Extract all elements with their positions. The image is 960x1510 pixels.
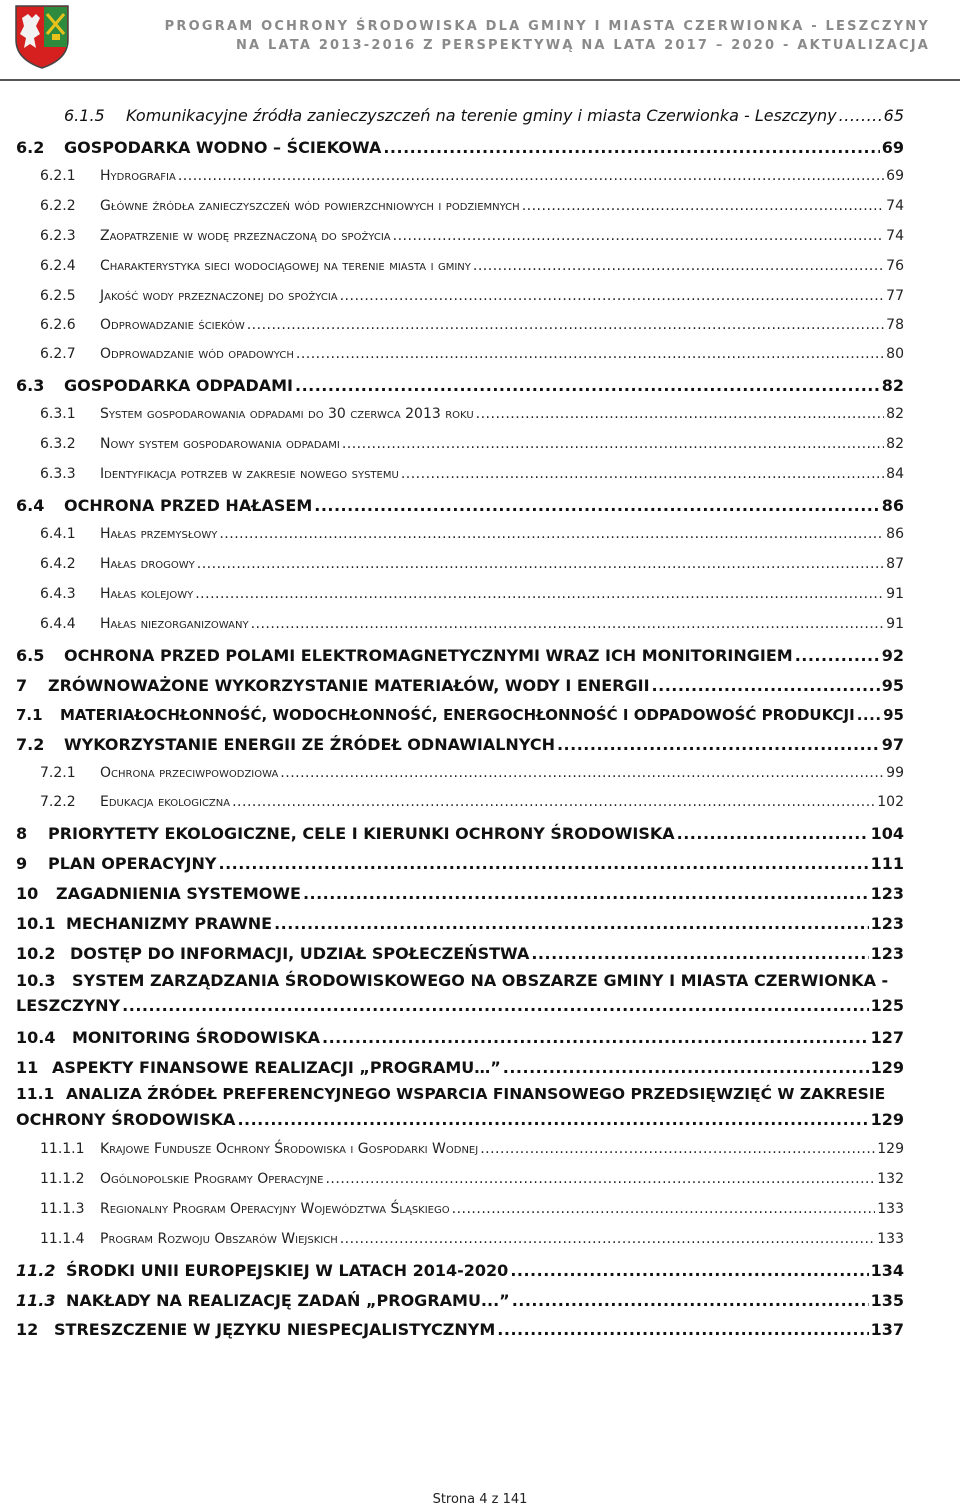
toc-entry-number: 11.3 (16, 1291, 56, 1310)
toc-entry[interactable] (40, 466, 904, 482)
toc-entry-number: 11.1.2 (40, 1171, 85, 1187)
toc-entry-title-cont: OCHRONY ŚRODOWISKA (16, 1110, 236, 1129)
toc-entry[interactable] (40, 317, 904, 333)
toc-entry-title: Krajowe Fundusze Ochrony Środowiska i Gospodarki Wodnej (100, 1141, 479, 1157)
toc-entry-title: Hałas drogowy (100, 556, 195, 572)
toc-leader-dots (274, 914, 869, 933)
toc-leader-dots (531, 944, 868, 963)
toc-leader-dots (178, 168, 884, 184)
toc-page-number: 92 (881, 646, 904, 665)
toc-entry-title: Jakość wody przeznaczonej do spożycia (100, 288, 338, 304)
toc-entry-title: DOSTĘP DO INFORMACJI, UDZIAŁ SPOŁECZEŃSTWA (70, 944, 530, 963)
toc-entry-number: 6.2.7 (40, 346, 76, 362)
toc-entry-title: ŚRODKI UNII EUROPEJSKIEJ W LATACH 2014-2020 (66, 1261, 509, 1280)
toc-page-number: 69 (881, 138, 904, 157)
header-line-2: NA LATA 2013-2016 Z PERSPEKTYWĄ NA LATA 2017 – 2020 - AKTUALIZACJA (235, 38, 930, 53)
toc-leader-dots (195, 586, 884, 602)
page-footer (0, 1492, 960, 1507)
toc-entry-number: 6.4.4 (40, 616, 76, 632)
toc-page-number: 74 (886, 198, 904, 214)
toc-entry[interactable] (16, 1058, 904, 1077)
toc-leader-dots (247, 317, 884, 333)
toc-entry[interactable] (16, 1320, 904, 1339)
toc-page-number: 65 (883, 106, 904, 125)
toc-entry-number: 6.2.3 (40, 228, 76, 244)
toc-entry-title: OCHRONA PRZED HAŁASEM (64, 496, 313, 515)
toc-page-number: 129 (877, 1141, 904, 1157)
toc-entry-title: Odprowadzanie wód opadowych (100, 346, 294, 362)
page-header (0, 0, 960, 80)
toc-page-number: 95 (881, 676, 904, 695)
toc-leader-dots (295, 376, 880, 395)
toc-leader-dots (122, 996, 868, 1015)
toc-entry-number: 6.3.3 (40, 466, 76, 482)
toc-entry-continuation[interactable] (16, 996, 904, 1015)
header-divider (0, 79, 960, 81)
toc-entry[interactable] (40, 346, 904, 362)
toc-entry-continuation[interactable] (16, 1110, 904, 1129)
toc-entry-number: 7 (16, 676, 28, 695)
toc-entry-number: 6.2.5 (40, 288, 76, 304)
toc-entry-number: 10.2 (16, 944, 56, 963)
toc-leader-dots (340, 288, 885, 304)
toc-entry[interactable] (16, 824, 904, 843)
toc-entry[interactable] (16, 854, 904, 873)
toc-leader-dots (401, 466, 884, 482)
toc-entry-number: 6.2.1 (40, 168, 76, 184)
toc-page-number: 91 (886, 616, 904, 632)
toc-entry-number: 10.4 (16, 1028, 56, 1047)
toc-page-number: 76 (886, 258, 904, 274)
toc-entry-title: System gospodarowania odpadami do 30 czerwca 2013 roku (100, 406, 474, 422)
toc-leader-dots (795, 646, 880, 665)
toc-entry-title: GOSPODARKA WODNO – ŚCIEKOWA (64, 138, 382, 157)
toc-page-number: 132 (877, 1171, 904, 1187)
toc-entry[interactable] (16, 944, 904, 963)
toc-entry-number: 6.5 (16, 646, 45, 665)
toc-leader-dots (197, 556, 884, 572)
toc-entry-title: OCHRONA PRZED POLAMI ELEKTROMAGNETYCZNYMI WRAZ ICH MONITORINGIEM (64, 646, 793, 665)
page-number-label: Strona 4 z 141 (432, 1492, 528, 1507)
toc-page-number: 86 (886, 526, 904, 542)
toc-entry-number: 7.1 (16, 706, 43, 724)
toc-leader-dots (510, 1261, 868, 1280)
toc-leader-dots (251, 616, 885, 632)
toc-entry-title: Hałas niezorganizowany (100, 616, 249, 632)
toc-page-number: 82 (886, 406, 904, 422)
toc-entry[interactable] (40, 794, 904, 810)
toc-entry[interactable] (16, 1028, 904, 1047)
toc-page-number: 77 (886, 288, 904, 304)
toc-entry-number: 6.4.1 (40, 526, 76, 542)
toc-entry-number: 6.2.4 (40, 258, 76, 274)
toc-page-number: 80 (886, 346, 904, 362)
toc-page-number: 129 (870, 1110, 904, 1129)
toc-leader-dots (497, 1320, 868, 1339)
toc-entry[interactable] (16, 646, 904, 665)
toc-entry-number: 6.4.2 (40, 556, 76, 572)
toc-entry-title: PLAN OPERACYJNY (48, 854, 217, 873)
toc-leader-dots (857, 706, 881, 724)
toc-entry-number: 6.2.2 (40, 198, 76, 214)
toc-entry-title: Zaopatrzenie w wodę przeznaczoną do spożycia (100, 228, 391, 244)
toc-entry[interactable] (16, 496, 904, 515)
toc-leader-dots (218, 854, 868, 873)
toc-entry[interactable] (16, 706, 904, 724)
toc-entry-title: Charakterystyka sieci wodociągowej na terenie miasta i gminy (100, 258, 471, 274)
toc-entry[interactable] (40, 526, 904, 542)
toc-leader-dots (452, 1201, 876, 1217)
toc-entry[interactable] (40, 288, 904, 304)
toc-entry-number: 6.1.5 (64, 106, 105, 125)
toc-page-number: 86 (881, 496, 904, 515)
toc-entry-title: Hydrografia (100, 168, 176, 184)
toc-entry-title: Identyfikacja potrzeb w zakresie nowego systemu (100, 466, 399, 482)
toc-entry[interactable] (40, 616, 904, 632)
toc-page-number: 104 (870, 824, 904, 843)
toc-entry[interactable] (40, 1141, 904, 1157)
toc-entry[interactable] (64, 106, 904, 125)
toc-entry-title: Ochrona przeciwpowodziowa (100, 765, 279, 781)
toc-entry-title-cont: LESZCZYNY (16, 996, 121, 1015)
toc-leader-dots (342, 436, 884, 452)
toc-entry-number: 11 (16, 1058, 39, 1077)
toc-entry-title: Główne źródła zanieczyszczeń wód powierzchniowych i podziemnych (100, 198, 520, 214)
toc-entry-title: NAKŁADY NA REALIZACJĘ ZADAŃ „PROGRAMU...” (66, 1291, 510, 1310)
toc-entry[interactable] (40, 436, 904, 452)
toc-entry-number: 10.1 (16, 914, 56, 933)
toc-leader-dots (522, 198, 884, 214)
toc-entry-title: ZAGADNIENIA SYSTEMOWE (56, 884, 301, 903)
toc-page-number: 102 (877, 794, 904, 810)
toc-entry-number: 6.4.3 (40, 586, 76, 602)
toc-leader-dots (480, 1141, 875, 1157)
toc-leader-dots (322, 1028, 869, 1047)
toc-entry-title: MONITORING ŚRODOWISKA (72, 1028, 320, 1047)
toc-entry-title: Ogólnopolskie Programy Operacyjne (100, 1171, 324, 1187)
toc-entry[interactable] (40, 228, 904, 244)
toc-entry-title: Program Rozwoju Obszarów Wiejskich (100, 1231, 338, 1247)
toc-page-number: 111 (870, 854, 904, 873)
toc-leader-dots (393, 228, 885, 244)
toc-page-number: 82 (886, 436, 904, 452)
toc-page-number: 123 (870, 884, 904, 903)
toc-entry-number: 11.1.4 (40, 1231, 85, 1247)
toc-entry-title: Komunikacyjne źródła zanieczyszczeń na terenie gminy i miasta Czerwionka - Leszczyny (126, 106, 837, 125)
toc-entry-title: ASPEKTY FINANSOWE REALIZACJI „PROGRAMU…” (52, 1058, 501, 1077)
toc-entry-title: Edukacja ekologiczna (100, 794, 231, 810)
toc-entry-number: 6.3.1 (40, 406, 76, 422)
toc-page-number: 137 (870, 1320, 904, 1339)
toc-leader-dots (340, 1231, 876, 1247)
toc-page-number: 123 (870, 914, 904, 933)
toc-entry-title: Hałas przemysłowy (100, 526, 218, 542)
toc-page-number: 78 (886, 317, 904, 333)
toc-page-number: 82 (881, 376, 904, 395)
toc-page-number: 74 (886, 228, 904, 244)
toc-entry[interactable] (16, 1085, 904, 1103)
toc-entry-title: ZRÓWNOWAŻONE WYKORZYSTANIE MATERIAŁÓW, WODY I ENERGII (48, 676, 650, 695)
toc-entry[interactable] (40, 258, 904, 274)
toc-entry-number: 9 (16, 854, 28, 873)
toc-entry[interactable] (16, 138, 904, 157)
toc-leader-dots (237, 1110, 868, 1129)
toc-entry[interactable] (16, 914, 904, 933)
toc-entry-title: ANALIZA ŹRÓDEŁ PREFERENCYJNEGO WSPARCIA FINANSOWEGO PRZEDSIĘWZIĘĆ W ZAKRESIE (66, 1085, 886, 1103)
toc-leader-dots (476, 406, 885, 422)
toc-page-number: 133 (877, 1231, 904, 1247)
toc-entry[interactable] (40, 1171, 904, 1187)
toc-entry-number: 12 (16, 1320, 39, 1339)
toc-entry-title: Nowy system gospodarowania odpadami (100, 436, 340, 452)
toc-entry[interactable] (40, 198, 904, 214)
toc-entry[interactable] (16, 676, 904, 695)
toc-entry[interactable] (40, 556, 904, 572)
toc-entry-number: 11.2 (16, 1261, 56, 1280)
toc-entry-number: 11.1.1 (40, 1141, 85, 1157)
toc-page-number: 129 (870, 1058, 904, 1077)
toc-entry[interactable] (16, 1291, 904, 1310)
toc-leader-dots (512, 1291, 869, 1310)
toc-page-number: 123 (870, 944, 904, 963)
toc-entry-title: WYKORZYSTANIE ENERGII ZE ŹRÓDEŁ ODNAWIALNYCH (64, 735, 555, 754)
toc-leader-dots (314, 496, 880, 515)
toc-entry[interactable] (16, 1261, 904, 1280)
toc-entry-title: MATERIAŁOCHŁONNOŚĆ, WODOCHŁONNOŚĆ, ENERGOCHŁONNOŚĆ I ODPADOWOŚĆ PRODUKCJI (60, 706, 855, 724)
toc-entry[interactable] (40, 168, 904, 184)
toc-page-number: 125 (870, 996, 904, 1015)
toc-entry[interactable] (16, 376, 904, 395)
toc-page-number: 69 (886, 168, 904, 184)
toc-entry-number: 6.3 (16, 376, 45, 395)
toc-entry-title: Regionalny Program Operacyjny Województwa Śląskiego (100, 1201, 450, 1217)
toc-page-number: 135 (870, 1291, 904, 1310)
toc-entry[interactable] (40, 765, 904, 781)
header-line-1: PROGRAM OCHRONY ŚRODOWISKA DLA GMINY I MIASTA CZERWIONKA - LESZCZYNY (164, 19, 930, 34)
toc-entry-title: SYSTEM ZARZĄDZANIA ŚRODOWISKOWEGO NA OBSZARZE GMINY I MIASTA CZERWIONKA - (72, 971, 889, 990)
toc-entry-number: 7.2 (16, 735, 45, 754)
toc-entry-title: GOSPODARKA ODPADAMI (64, 376, 293, 395)
toc-leader-dots (839, 106, 882, 125)
toc-entry-title: Odprowadzanie ścieków (100, 317, 245, 333)
toc-entry-title: STRESZCZENIE W JĘZYKU NIESPECJALISTYCZNYM (54, 1320, 496, 1339)
toc-page-number: 133 (877, 1201, 904, 1217)
toc-entry[interactable] (40, 1201, 904, 1217)
toc-leader-dots (303, 884, 869, 903)
toc-entry[interactable] (40, 586, 904, 602)
toc-entry[interactable] (16, 735, 904, 754)
toc-leader-dots (325, 1171, 875, 1187)
toc-entry-number: 7.2.1 (40, 765, 76, 781)
toc-entry-number: 7.2.2 (40, 794, 76, 810)
toc-entry-title: PRIORYTETY EKOLOGICZNE, CELE I KIERUNKI OCHRONY ŚRODOWISKA (48, 824, 675, 843)
toc-entry[interactable] (40, 406, 904, 422)
toc-page-number: 87 (886, 556, 904, 572)
toc-entry[interactable] (16, 884, 904, 903)
toc-entry-title: MECHANIZMY PRAWNE (66, 914, 273, 933)
toc-page-number: 91 (886, 586, 904, 602)
toc-page-number: 134 (870, 1261, 904, 1280)
toc-page-number: 97 (881, 735, 904, 754)
toc-leader-dots (503, 1058, 869, 1077)
toc-page-number: 99 (886, 765, 904, 781)
toc-entry-title: Hałas kolejowy (100, 586, 194, 602)
toc-leader-dots (232, 794, 875, 810)
toc-leader-dots (296, 346, 884, 362)
toc-entry-number: 8 (16, 824, 28, 843)
toc-entry-number: 11.1 (16, 1085, 55, 1103)
toc-page-number: 127 (870, 1028, 904, 1047)
toc-entry-number: 6.2 (16, 138, 45, 157)
toc-leader-dots (677, 824, 869, 843)
toc-entry-number: 6.3.2 (40, 436, 76, 452)
toc-entry[interactable] (40, 1231, 904, 1247)
coat-of-arms-logo (14, 4, 70, 70)
toc-entry-number: 11.1.3 (40, 1201, 85, 1217)
toc-page-number: 84 (886, 466, 904, 482)
toc-page-number: 95 (883, 706, 904, 724)
toc-entry-number: 10 (16, 884, 39, 903)
toc-leader-dots (280, 765, 884, 781)
toc-leader-dots (557, 735, 880, 754)
toc-leader-dots (383, 138, 879, 157)
toc-entry-number: 6.2.6 (40, 317, 76, 333)
toc-leader-dots (219, 526, 884, 542)
toc-leader-dots (473, 258, 884, 274)
toc-entry-number: 10.3 (16, 971, 56, 990)
toc-leader-dots (652, 676, 880, 695)
toc-entry-number: 6.4 (16, 496, 45, 515)
document-header-title (165, 17, 930, 55)
toc-entry[interactable] (16, 971, 904, 990)
